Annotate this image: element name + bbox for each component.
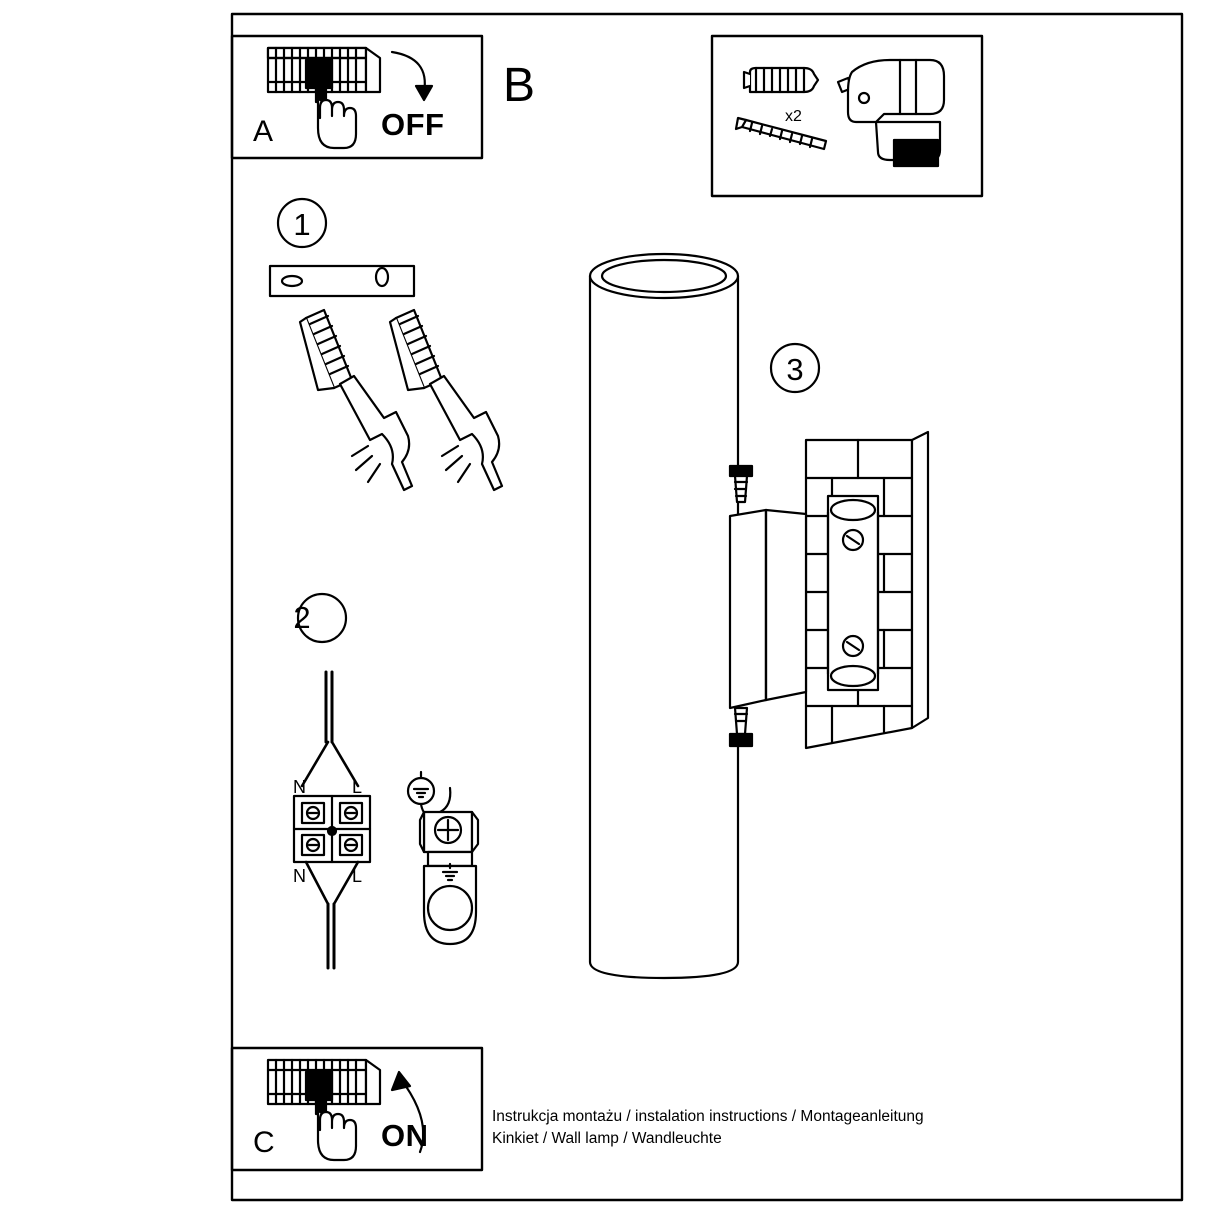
panel-c-letter: C [253, 1126, 275, 1159]
hand-icon-a [318, 100, 356, 148]
earth-symbol-icon [408, 772, 434, 804]
step-3-number: 3 [786, 352, 804, 387]
panel-tools-frame [712, 36, 982, 196]
step-2-number: 2 [293, 600, 311, 635]
mounting-plate [270, 266, 414, 296]
caption-line-2: Kinkiet / Wall lamp / Wandleuchte [492, 1130, 722, 1148]
terminal-label-top-right: L [352, 777, 363, 797]
screw-icon [736, 118, 826, 149]
arrow-head-a [416, 86, 432, 100]
panel-c-action-label: ON [381, 1118, 429, 1153]
terminal-block-off-icon [268, 48, 380, 102]
lamp-cylinder [590, 254, 738, 978]
arrow-head-c [392, 1072, 410, 1090]
plug-screw-right [390, 310, 502, 490]
lamp-mount-block [730, 510, 806, 708]
panel-b-letter: B [503, 59, 536, 112]
caption-line-1: Instrukcja montażu / instalation instructions / Montageanleitung [492, 1108, 924, 1125]
lamp-holder-icon [420, 812, 478, 944]
hand-icon-c [318, 1112, 356, 1160]
wire-connection-diagram [294, 672, 370, 968]
terminal-label-top-left: N [293, 777, 306, 797]
caption-block [492, 1106, 924, 1151]
terminal-label-bottom-right: L [352, 866, 363, 886]
terminal-block-on-icon [268, 1060, 380, 1114]
wall-bracket [828, 496, 878, 690]
step-1-number: 1 [293, 207, 311, 242]
plug-quantity-label: x2 [785, 108, 802, 125]
panel-a-action-label: OFF [381, 107, 445, 142]
power-drill-icon [838, 60, 944, 166]
wall-plug-icon [744, 68, 818, 92]
terminal-label-bottom-left: N [293, 866, 306, 886]
panel-a-letter: A [253, 115, 274, 148]
